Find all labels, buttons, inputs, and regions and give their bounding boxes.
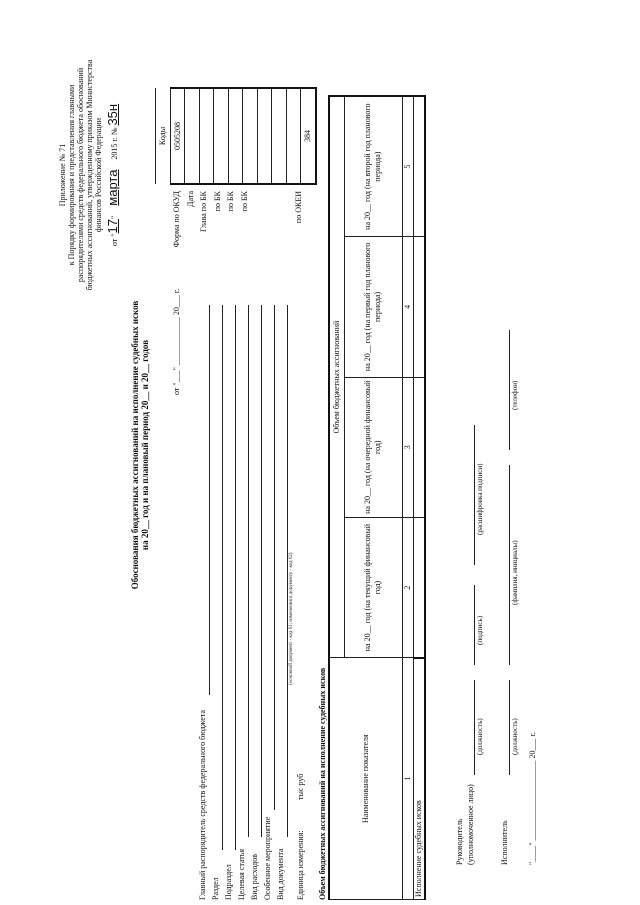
field-glavny: Главный распорядитель средств федерального бюджета bbox=[198, 710, 207, 900]
code-value-bk-3 bbox=[243, 88, 258, 184]
appendix-block bbox=[58, 35, 120, 315]
appendix-number: 35н bbox=[105, 103, 120, 126]
executor-fio-caption: (фамилия, инициалы) bbox=[511, 540, 519, 605]
col-number-4: 4 bbox=[402, 237, 413, 377]
field-glavny-line bbox=[209, 305, 210, 695]
codes-table bbox=[155, 87, 317, 248]
col-3-header: на 20__ год (на очередной финансовый год) bbox=[344, 377, 402, 517]
code-label-okei: по ОКЕИ bbox=[293, 191, 303, 224]
code-label-bk-3: по БК bbox=[239, 191, 249, 212]
table-header-row-1 bbox=[329, 96, 344, 900]
executor-phone-line bbox=[509, 330, 510, 450]
budget-table bbox=[328, 95, 426, 900]
signature-date: "____" ____________________ 20___ г. bbox=[528, 732, 537, 865]
col-2-header: на 20__ год (на текущий финансовый год) bbox=[344, 517, 402, 657]
col-4-header: на 20__ год (на первый год планового периода) bbox=[344, 237, 402, 377]
col-number-3: 3 bbox=[402, 377, 413, 517]
row-1-cell-2[interactable] bbox=[413, 517, 425, 657]
head-position-caption: (должность) bbox=[476, 718, 484, 755]
field-podrazdel-line bbox=[235, 305, 236, 850]
code-value-blank-2 bbox=[272, 88, 287, 184]
appendix-line-3: распорядителями средств федерального бюджета обоснований bbox=[76, 67, 85, 283]
field-osobye-line bbox=[274, 305, 275, 810]
field-razdel: Раздел bbox=[211, 877, 220, 900]
col-number-2: 2 bbox=[402, 517, 413, 657]
appendix-month: марта bbox=[105, 169, 120, 206]
executor-position-caption: (должность) bbox=[511, 718, 519, 755]
field-edinica-label: Единица измерения: bbox=[296, 830, 305, 900]
head-decoding-line bbox=[474, 425, 475, 565]
code-value-blank-3 bbox=[286, 88, 301, 184]
table-number-row bbox=[402, 96, 413, 900]
code-value-blank-1 bbox=[257, 88, 272, 184]
field-vid-doc-note: (основной документ - код 01; изменения к документу - код 02) bbox=[289, 552, 294, 685]
codes-grid bbox=[155, 87, 317, 185]
row-1-cell-5[interactable] bbox=[413, 96, 425, 237]
title-line-2: на 20__ год и на плановый период 20__ и 20__ годов bbox=[140, 339, 150, 551]
code-value-glava bbox=[199, 88, 214, 184]
appendix-line-2: к Порядку формирования и представления главными bbox=[67, 84, 76, 266]
appendix-date-line: от "17" марта 2015 г. № 35н bbox=[105, 103, 120, 247]
code-value-okei: 384 bbox=[301, 88, 316, 184]
field-razdel-line bbox=[222, 305, 223, 850]
row-1-name: Исполнение судебных исков bbox=[413, 658, 425, 900]
appendix-day: 17 bbox=[105, 218, 120, 234]
field-vid-doc: Вид документа bbox=[276, 848, 285, 900]
section-title: Объем бюджетных ассигнований на исполнение судебных исков bbox=[318, 667, 327, 900]
executor-position-line bbox=[509, 680, 510, 775]
col-number-1: 1 bbox=[402, 658, 413, 900]
code-value-bk-1 bbox=[214, 88, 229, 184]
row-1-cell-4[interactable] bbox=[413, 237, 425, 377]
code-value-date bbox=[185, 88, 200, 184]
field-celevaya-line bbox=[248, 305, 249, 837]
field-podrazdel: Подраздел bbox=[224, 864, 233, 900]
code-value-okud: 0505208 bbox=[170, 88, 185, 184]
code-label-glava: Глава по БК bbox=[199, 191, 208, 232]
document-title bbox=[130, 185, 150, 705]
field-edinica-value: тыс руб bbox=[296, 773, 305, 800]
executor-fio-line bbox=[509, 465, 510, 665]
field-osobye: Особенное мероприятие bbox=[263, 816, 272, 900]
codes-labels bbox=[170, 191, 305, 285]
col-number-5: 5 bbox=[402, 96, 413, 237]
head-label-2: (уполномоченное лицо) bbox=[466, 784, 475, 865]
appendix-line-4: бюджетных ассигнований, утвержденному приказом Министерства bbox=[85, 59, 94, 291]
col-5-header: на 20__ год (на второй год планового периода) bbox=[344, 96, 402, 237]
code-label-date: Дата bbox=[185, 191, 195, 207]
code-label-bk-2: по БК bbox=[226, 191, 235, 212]
field-vid-rashodov-line bbox=[261, 305, 262, 837]
title-line-1: Обоснования бюджетных ассигнований на исполнение судебных исков bbox=[130, 300, 140, 590]
group-header: Объем бюджетных ассигнований bbox=[329, 96, 344, 658]
table-row bbox=[413, 96, 425, 900]
appendix-line-5: финансов Российской Федерации bbox=[94, 117, 103, 233]
head-signature-caption: (подпись) bbox=[476, 615, 484, 645]
head-position-line bbox=[474, 680, 475, 775]
executor-phone-caption: (телефон) bbox=[511, 380, 519, 410]
code-value-bk-2 bbox=[228, 88, 243, 184]
title-from-date: от "___" ____________ 20___ г. bbox=[172, 288, 181, 395]
code-label-bk-1: по БК bbox=[212, 191, 222, 212]
row-1-cell-3[interactable] bbox=[413, 377, 425, 517]
head-label-1: Руководитель bbox=[455, 818, 464, 865]
executor-label: Исполнитель bbox=[500, 820, 509, 865]
head-decoding-caption: (расшифровка подписи) bbox=[476, 463, 484, 535]
field-vid-doc-line bbox=[287, 305, 288, 837]
head-signature-line bbox=[474, 585, 475, 665]
code-label-okud: Форма по ОКУД bbox=[172, 191, 181, 248]
field-vid-rashodov: Вид расходов bbox=[250, 854, 259, 900]
appendix-line-1: Приложение № 71 bbox=[58, 143, 67, 207]
field-celevaya: Целевая статья bbox=[237, 848, 246, 900]
codes-header: Коды bbox=[156, 88, 171, 184]
col-name-header: Наименование показателя bbox=[329, 658, 402, 900]
